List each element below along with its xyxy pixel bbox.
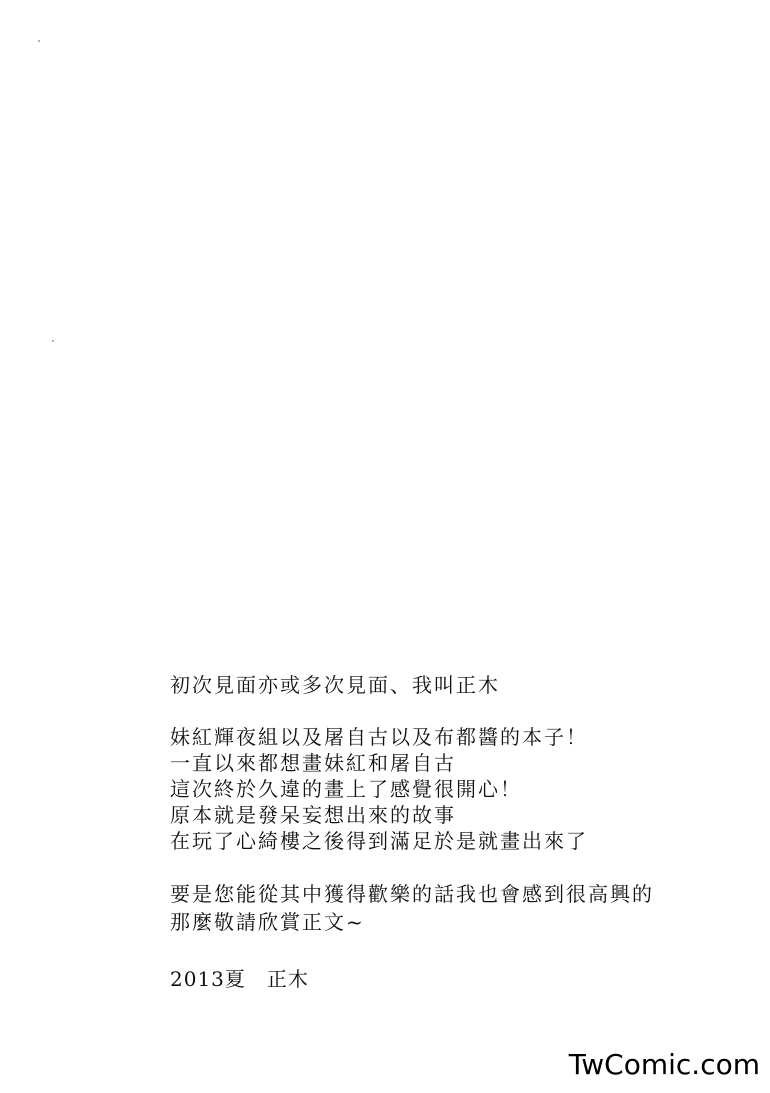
- afterword-greeting: 初次見面亦或多次見面、我叫正木: [170, 673, 500, 697]
- paper-speck: [52, 340, 54, 342]
- afterword-line: 原本就是發呆妄想出來的故事: [170, 803, 456, 827]
- afterword-line: 要是您能從其中獲得歡樂的話我也會感到很高興的: [170, 882, 654, 906]
- afterword-paragraph-1: [170, 724, 755, 854]
- afterword-line: 在玩了心綺樓之後得到滿足於是就畫出來了: [170, 829, 588, 853]
- afterword-line: 那麼敬請欣賞正文~: [170, 910, 365, 934]
- site-watermark: TwComic.com: [568, 1048, 760, 1081]
- afterword-line: 一直以來都想畫妹紅和屠自古: [170, 751, 456, 775]
- afterword-signoff: 2013夏 正木: [170, 967, 309, 991]
- afterword-line: 妹紅輝夜組以及屠自古以及布都醬的本子！: [170, 725, 588, 749]
- afterword-paragraph-2: [170, 880, 755, 936]
- paper-speck: [38, 40, 40, 42]
- afterword-text-block: [170, 672, 755, 992]
- afterword-line: 這次終於久違的畫上了感覺很開心！: [170, 777, 522, 801]
